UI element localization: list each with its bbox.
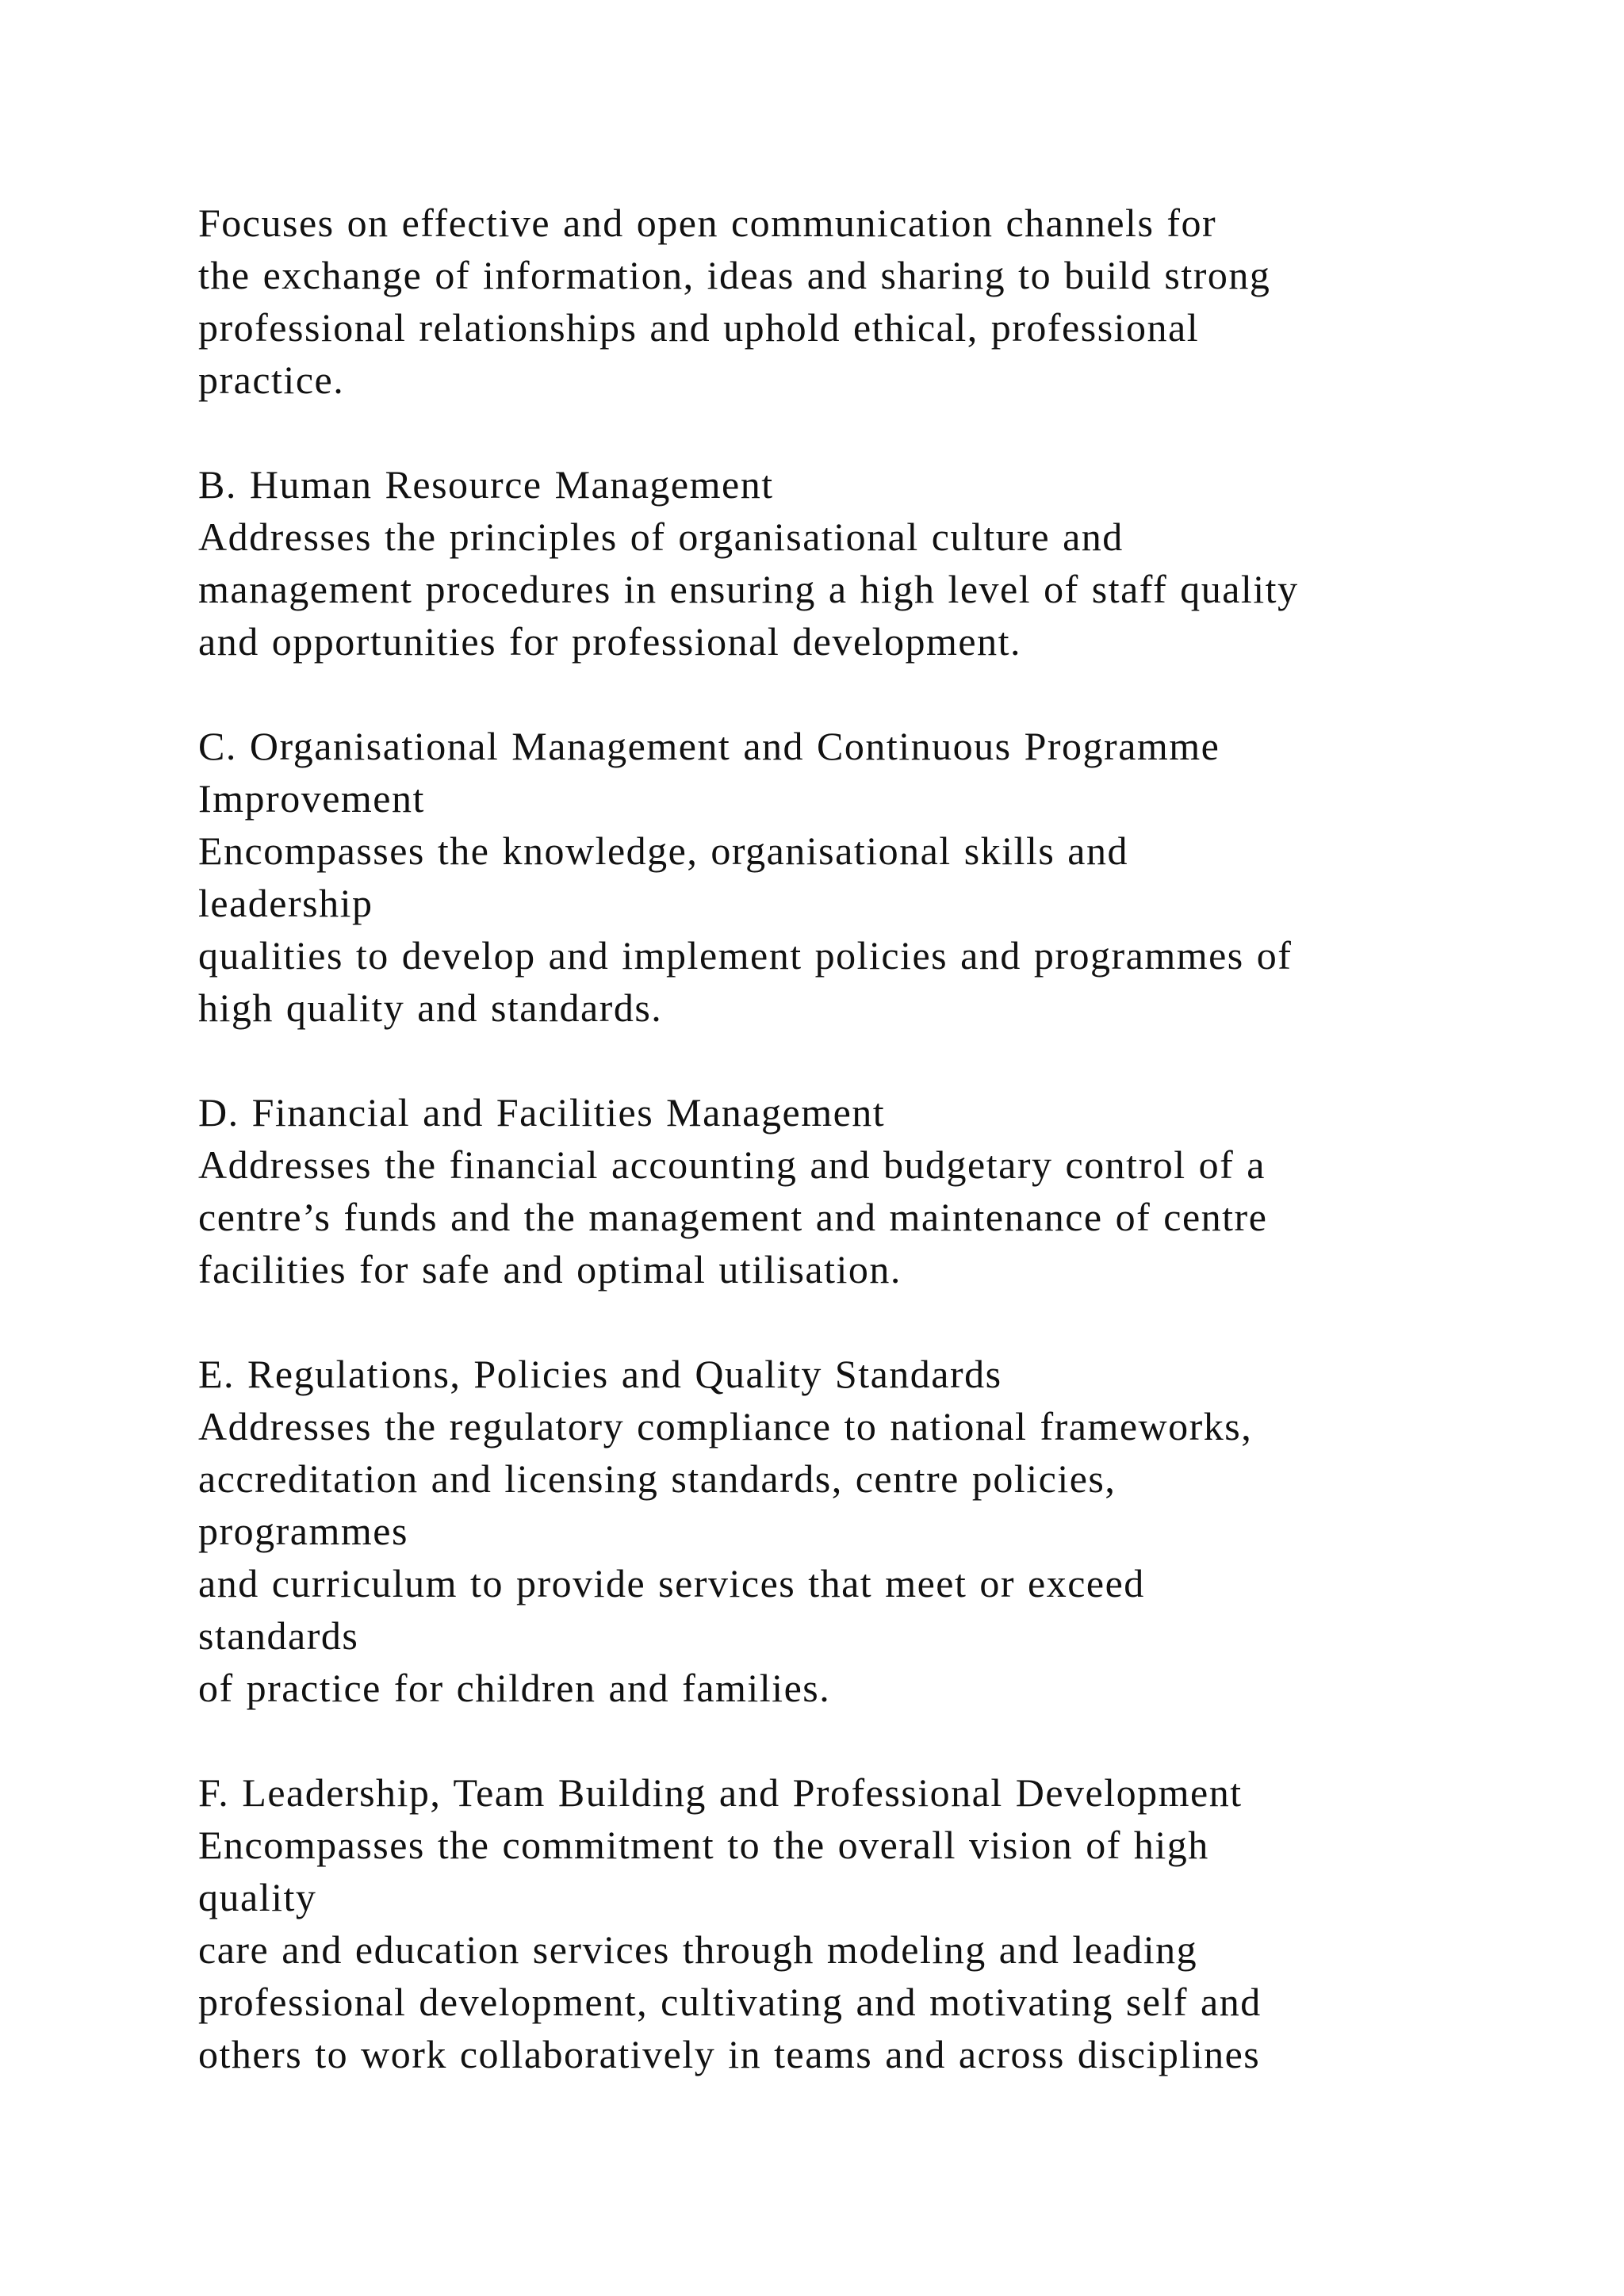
intro-paragraph — [198, 197, 1546, 406]
text-line: management procedures in ensuring a high level of staff quality — [198, 567, 1299, 611]
text-line: qualities to develop and implement policies and programmes of — [198, 933, 1293, 978]
section-d — [198, 1086, 1546, 1295]
section-e — [198, 1348, 1546, 1714]
text-line: practice. — [198, 358, 345, 402]
text-line: accreditation and licensing standards, centre policies, — [198, 1456, 1116, 1501]
text-line: Addresses the principles of organisational culture and — [198, 515, 1124, 559]
text-line: Addresses the financial accounting and budgetary control of a — [198, 1142, 1266, 1187]
paragraph-gap — [198, 406, 1546, 458]
section-heading: B. Human Resource Management — [198, 462, 774, 507]
text-line: facilities for safe and optimal utilisation. — [198, 1247, 902, 1292]
section-heading: E. Regulations, Policies and Quality Standards — [198, 1352, 1002, 1396]
text-line: the exchange of information, ideas and sharing to build strong — [198, 253, 1271, 297]
text-line: and curriculum to provide services that meet or exceed — [198, 1561, 1145, 1605]
section-b — [198, 458, 1546, 668]
section-f — [198, 1766, 1546, 2080]
text-line: high quality and standards. — [198, 985, 663, 1030]
text-line: professional development, cultivating and motivating self and — [198, 1980, 1262, 2024]
text-line: care and education services through modeling and leading — [198, 1927, 1198, 1972]
text-line: leadership — [198, 881, 373, 925]
section-heading-continued: Improvement — [198, 776, 425, 821]
text-line: Focuses on effective and open communication channels for — [198, 201, 1217, 245]
text-line: of practice for children and families. — [198, 1666, 831, 1710]
text-line: centre’s funds and the management and maintenance of centre — [198, 1195, 1268, 1239]
text-line: others to work collaboratively in teams and across disciplines — [198, 2032, 1261, 2076]
text-line: Addresses the regulatory compliance to national frameworks, — [198, 1404, 1253, 1448]
text-line: professional relationships and uphold ethical, professional — [198, 305, 1200, 350]
paragraph-gap — [198, 1034, 1546, 1086]
text-line: Encompasses the commitment to the overall vision of high — [198, 1823, 1209, 1867]
text-line: standards — [198, 1613, 359, 1658]
text-line: quality — [198, 1875, 317, 1919]
paragraph-gap — [198, 668, 1546, 720]
paragraph-gap — [198, 1295, 1546, 1348]
section-heading: C. Organisational Management and Continuous Programme — [198, 724, 1220, 768]
document-body — [198, 197, 1546, 2080]
text-line: programmes — [198, 1509, 408, 1553]
text-line: and opportunities for professional development. — [198, 619, 1021, 664]
section-heading: D. Financial and Facilities Management — [198, 1090, 886, 1135]
text-line: Encompasses the knowledge, organisational skills and — [198, 828, 1128, 873]
section-heading: F. Leadership, Team Building and Professional Development — [198, 1770, 1243, 1815]
section-c — [198, 720, 1546, 1034]
paragraph-gap — [198, 1714, 1546, 1766]
